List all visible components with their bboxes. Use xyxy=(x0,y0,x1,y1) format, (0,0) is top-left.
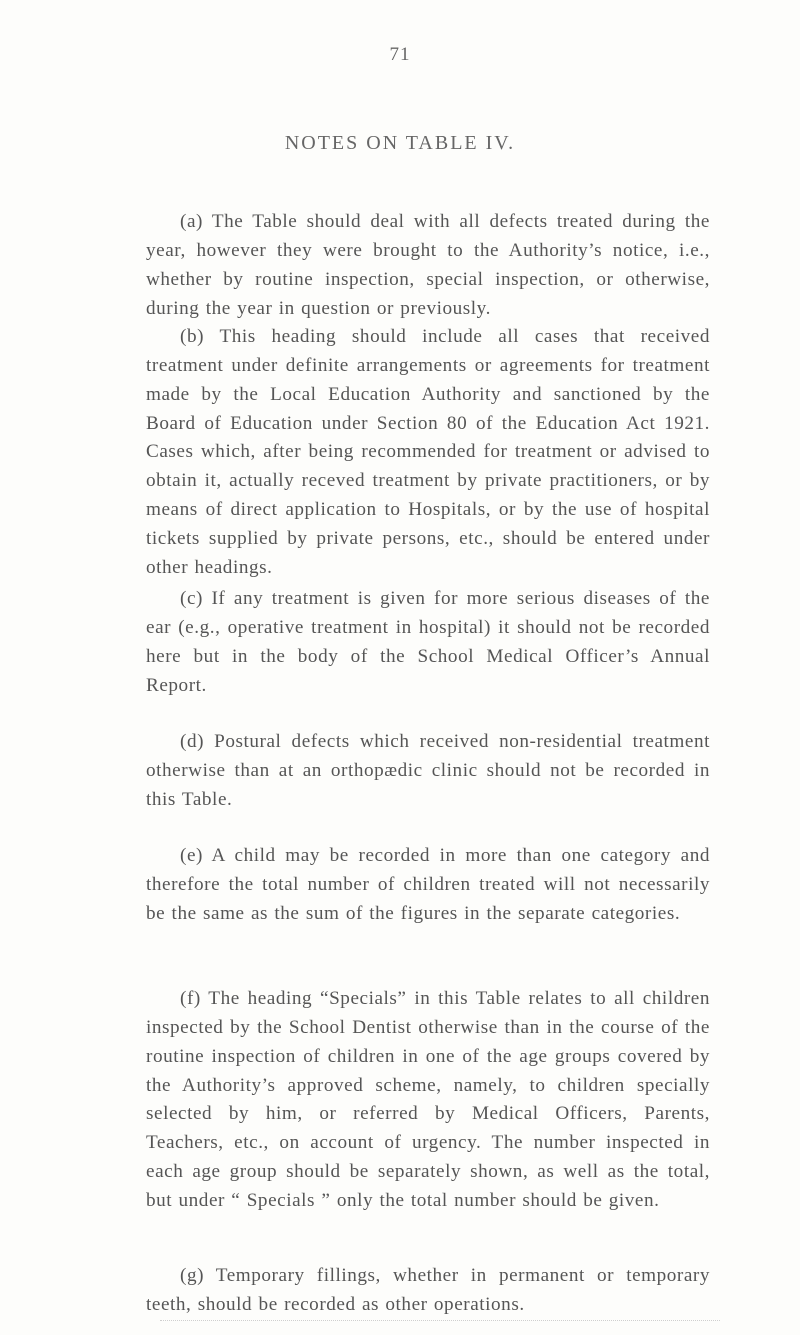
page-title: NOTES ON TABLE IV. xyxy=(284,132,516,154)
note-a: (a) The Table should deal with all defects treated during the year, however they were brought to the Authority’s notice, i.e., whether by routine inspection, special inspection, or otherwise, during the year in question or previously. xyxy=(146,211,710,319)
note-c: (c) If any treatment is given for more serious diseases of the ear (e.g., operative treatment in hospital) it should not be recorded here but in the body of the School Medical Officer’s Annual Report. xyxy=(146,588,710,696)
note-g: (g) Temporary fillings, whether in permanent or temporary teeth, should be recorded as other operations. xyxy=(146,1265,710,1315)
page-number: 71 xyxy=(389,44,411,65)
note-d: (d) Postural defects which received non-residential treatment otherwise than at an orthopædic clinic should not be recorded in this Table. xyxy=(146,731,710,810)
note-f: (f) The heading “Specials” in this Table relates to all children inspected by the School Dentist otherwise than in the course of the routine inspection of children in one of the age groups covered by the Authority’s approved scheme, namely, to children specially selected by him, or referred by Medical Officers, Parents, Teachers, etc., on account of urgency. The number inspected in each age group should be separately shown, as well as the total, but under “ Specials ” only the total number should be given. xyxy=(146,988,710,1211)
note-e: (e) A child may be recorded in more than one category and therefore the total number of children treated will not necessarily be the same as the sum of the figures in the separate categories. xyxy=(146,845,710,924)
bottom-rule xyxy=(160,1320,720,1321)
note-b: (b) This heading should include all cases that received treatment under definite arrangements or agreements for treatment made by the Local Education Authority and sanctioned by the Board of Education under Section 80 of the Education Act 1921. Cases which, after being recommended for treatment or advised to obtain it, actually receved treatment by private practitioners, or by means of direct application to Hospitals, or by the use of hospital tickets supplied by private persons, etc., should be entered under other headings. xyxy=(146,326,710,578)
